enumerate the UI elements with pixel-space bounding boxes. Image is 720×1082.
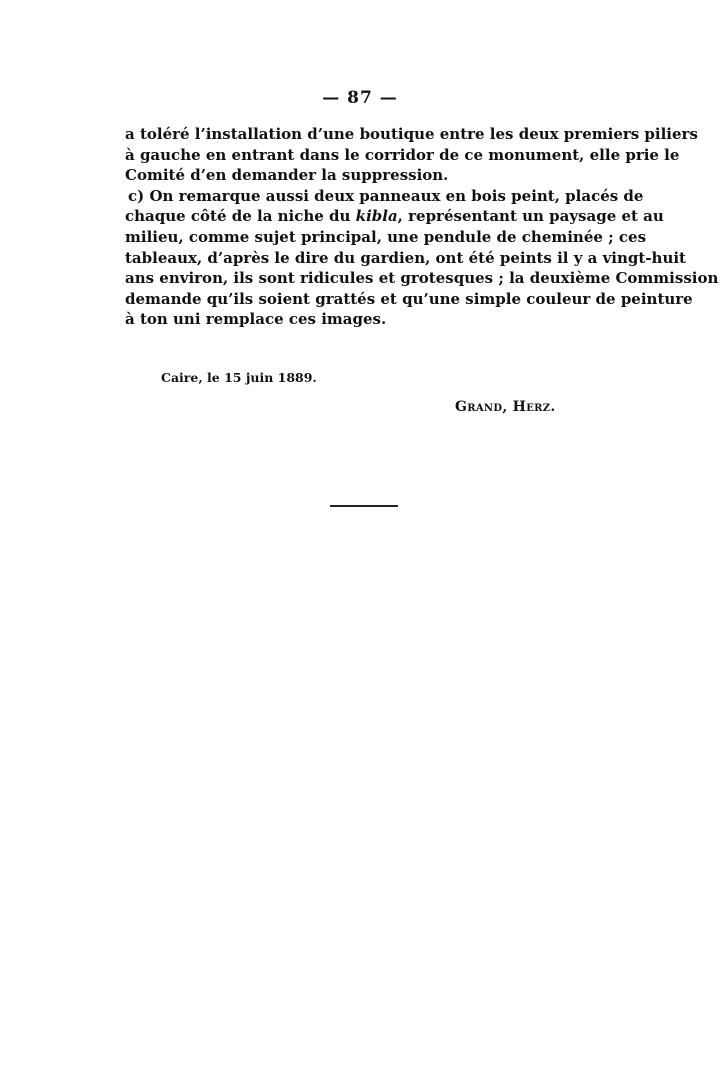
text-fragment: chaque côté de la niche du: [125, 207, 356, 226]
body-text: [125, 124, 719, 330]
signature: Grand, Herz.: [455, 399, 556, 415]
text-line: a toléré l’installation d’une boutique entre les deux premiers piliers: [125, 125, 698, 143]
kibla-term: kibla: [355, 207, 398, 226]
text-line: c) On remarque aussi deux panneaux en bois peint, placés de: [128, 186, 644, 205]
text-line: demande qu’ils soient grattés et qu’une simple couleur de peinture: [125, 289, 693, 308]
dateline: Caire, le 15 juin 1889.: [161, 370, 317, 385]
text-line: milieu, comme sujet principal, une pendule de cheminée ; ces: [125, 227, 647, 246]
section-divider: [330, 505, 398, 507]
page-number: — 87 —: [322, 88, 398, 108]
text-fragment: , représentant un paysage et au: [397, 207, 664, 226]
text-line: tableaux, d’après le dire du gardien, ont été peints il y a vingt-huit: [125, 248, 686, 267]
text-line: Comité d’en demander la suppression.: [125, 166, 449, 185]
text-line-kibla: [125, 206, 664, 227]
text-line: à gauche en entrant dans le corridor de ce monument, elle prie le: [125, 145, 680, 164]
text-line: à ton uni remplace ces images.: [125, 310, 387, 329]
text-line: ans environ, ils sont ridicules et grotesques ; la deuxième Commission: [125, 269, 719, 288]
